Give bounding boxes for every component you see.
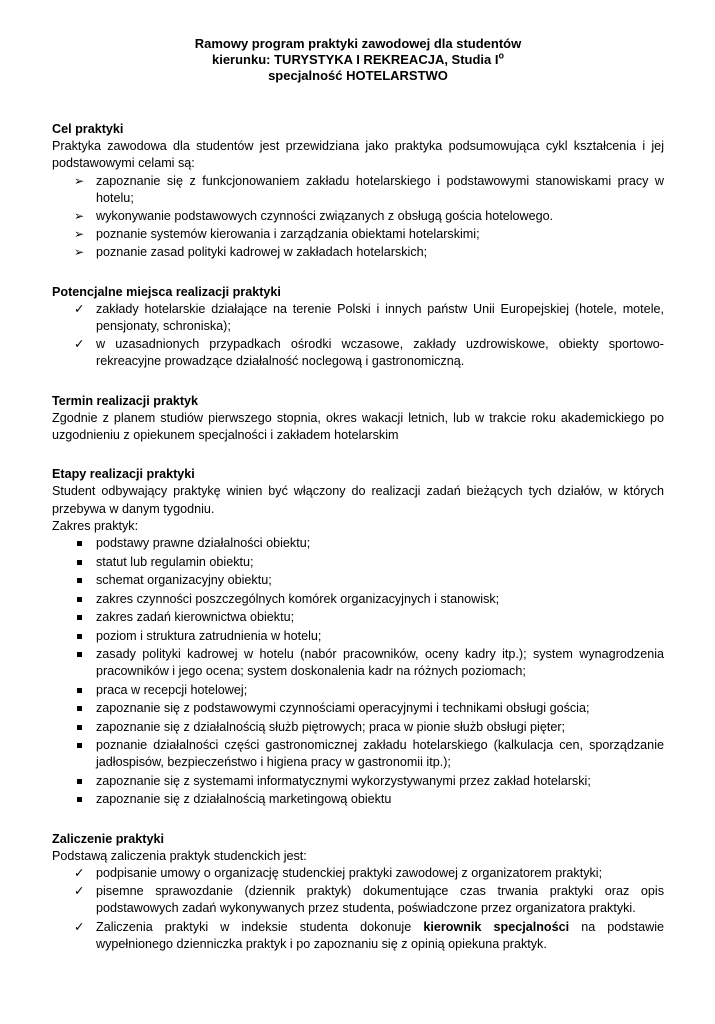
zaliczenie-intro: Podstawą zaliczenia praktyk studenckich jest: (52, 848, 307, 863)
list-item-text: poziom i struktura zatrudnienia w hotelu; (96, 628, 322, 643)
arrow-bullet-icon: ➢ (74, 209, 85, 224)
list-item-text: zakres zadań kierownictwa obiektu; (96, 610, 295, 625)
list-item (52, 591, 664, 608)
etapy-list (52, 535, 664, 809)
list-item-text: zapoznanie się z podstawowymi czynnościami operacyjnymi i technikami obsługi gościa; (96, 701, 590, 716)
list-item-text: zakłady hotelarskie działające na terenie Polski i innych państw Unii Europejskiej (hotele, motele, pensjonaty, schroniska); (96, 301, 664, 334)
list-item (52, 208, 664, 225)
list-item (52, 791, 664, 808)
list-item-text: zapoznanie się z działalnością służb piętrowych; praca w pionie służb obsługi pięter; (96, 719, 566, 734)
section-termin (52, 393, 664, 445)
list-item-text: poznanie zasad polityki kadrowej w zakładach hotelarskich; (96, 245, 428, 260)
list-item (52, 336, 664, 370)
list-item (52, 700, 664, 717)
section-etapy (52, 466, 664, 808)
list-item (52, 719, 664, 736)
list-item (52, 865, 664, 882)
list-item (52, 628, 664, 645)
list-item-text: statut lub regulamin obiektu; (96, 554, 254, 569)
list-item-text: wykonywanie podstawowych czynności związanych z obsługą gościa hotelowego. (96, 209, 554, 224)
list-item-text: poznanie systemów kierowania i zarządzania obiektami hotelarskimi; (96, 227, 480, 242)
etapy-intro: Student odbywający praktykę winien być włączony do realizacji zadań bieżących tych działów, w których przebywa w danym tygodniu. (52, 484, 664, 516)
list-item (52, 554, 664, 571)
document-title (52, 36, 664, 84)
title-superscript: o (498, 50, 504, 61)
list-item-text: podpisanie umowy o organizację studenckiej praktyki zawodowej z organizatorem praktyki; (96, 866, 603, 881)
list-item-text: pisemne sprawozdanie (dziennik praktyk) dokumentujące czas trwania praktyki oraz opis podstawowych zadań wykonywanych przez studenta, poświadczone przez organizatora praktyki. (96, 884, 664, 916)
list-item-text-continued: na podstawie wypełnionego dzienniczka praktyk i po zapoznaniu się z opinią opiekuna praktyk. (96, 919, 664, 951)
checkmark-icon: ✓ (74, 337, 85, 352)
title-line-3: specjalność HOTELARSTWO (268, 68, 448, 83)
list-item (52, 609, 664, 626)
list-item-text: zapoznanie się z funkcjonowaniem zakładu hotelarskiego i podstawowymi stanowiskami pracy w hotelu; (96, 173, 664, 205)
list-item (52, 535, 664, 552)
section-cel (52, 121, 664, 262)
list-item (52, 646, 664, 680)
section-zaliczenie (52, 831, 664, 953)
list-item (52, 301, 664, 335)
checkmark-icon: ✓ (74, 301, 85, 316)
cel-list (52, 173, 664, 262)
arrow-bullet-icon: ➢ (74, 173, 85, 188)
section-heading-miejsca: Potencjalne miejsca realizacji praktyki (52, 284, 281, 299)
list-item-text: zakres czynności poszczególnych komórek organizacyjnych i stanowisk; (96, 591, 500, 606)
list-item (52, 737, 664, 771)
checkmark-icon: ✓ (74, 884, 85, 899)
list-item-text: praca w recepcji hotelowej; (96, 682, 248, 697)
list-item-text: zapoznanie się z działalnością marketingową obiektu (96, 792, 392, 807)
list-item (52, 173, 664, 207)
list-item (52, 244, 664, 261)
emphasis-kierownik: kierownik specjalności (423, 919, 570, 934)
list-item (52, 682, 664, 699)
checkmark-icon: ✓ (74, 919, 85, 934)
list-item (52, 773, 664, 790)
section-miejsca (52, 284, 664, 371)
list-item-text: poznanie działalności części gastronomicznej zakładu hotelarskiego (kalkulacja cen, sporządzanie jadłospisów, bezpieczeństwo i higiena pracy w gastronomii itp.); (96, 738, 664, 770)
arrow-bullet-icon: ➢ (74, 245, 85, 260)
title-line-1: Ramowy program praktyki zawodowej dla studentów (194, 36, 522, 51)
section-heading-termin: Termin realizacji praktyk (52, 393, 199, 408)
checkmark-icon: ✓ (74, 866, 85, 881)
title-line-2 (52, 52, 664, 68)
arrow-bullet-icon: ➢ (74, 227, 85, 242)
section-heading-cel: Cel praktyki (52, 122, 124, 136)
list-item (52, 919, 664, 953)
list-item-text: w uzasadnionych przypadkach ośrodki wczasowe, zakłady uzdrowiskowe, obiekty sportowo-rekreacyjne prowadzące działalność noclegową i gastronomiczną. (96, 337, 664, 369)
title-line-2-text: kierunku: TURYSTYKA I REKREACJA, Studia I (211, 52, 499, 67)
zaliczenie-list (52, 865, 664, 953)
list-item (52, 883, 664, 917)
termin-text: Zgodnie z planem studiów pierwszego stopnia, okres wakacji letnich, lub w trakcie roku akademickiego po uzgodnieniu z opiekunem specjalności i zakładem hotelarskim (52, 410, 664, 443)
miejsca-list (52, 301, 664, 371)
list-item-text: zapoznanie się z systemami informatycznymi wykorzystywanymi przez zakład hotelarski; (96, 773, 591, 788)
list-item-text: Zaliczenia praktyki w indeksie studenta dokonuje (96, 919, 424, 934)
section-heading-zaliczenie: Zaliczenie praktyki (52, 831, 164, 846)
list-item-text: podstawy prawne działalności obiektu; (96, 536, 311, 551)
cel-intro: Praktyka zawodowa dla studentów jest przewidziana jako praktyka podsumowująca cykl kształcenia i jej podstawowymi celami są: (52, 139, 664, 171)
list-item-text: schemat organizacyjny obiektu; (96, 573, 272, 588)
section-heading-etapy: Etapy realizacji praktyki (52, 467, 195, 482)
list-item-text: zasady polityki kadrowej w hotelu (nabór pracowników, oceny kadry itp.); system wynagrodzenia pracowników i jego ocena; system doskonalenia kadr na różnych poziomach; (96, 647, 664, 679)
list-item (52, 572, 664, 589)
list-item (52, 226, 664, 243)
document-page (52, 36, 664, 954)
etapy-zakres-label: Zakres praktyk: (52, 518, 139, 533)
